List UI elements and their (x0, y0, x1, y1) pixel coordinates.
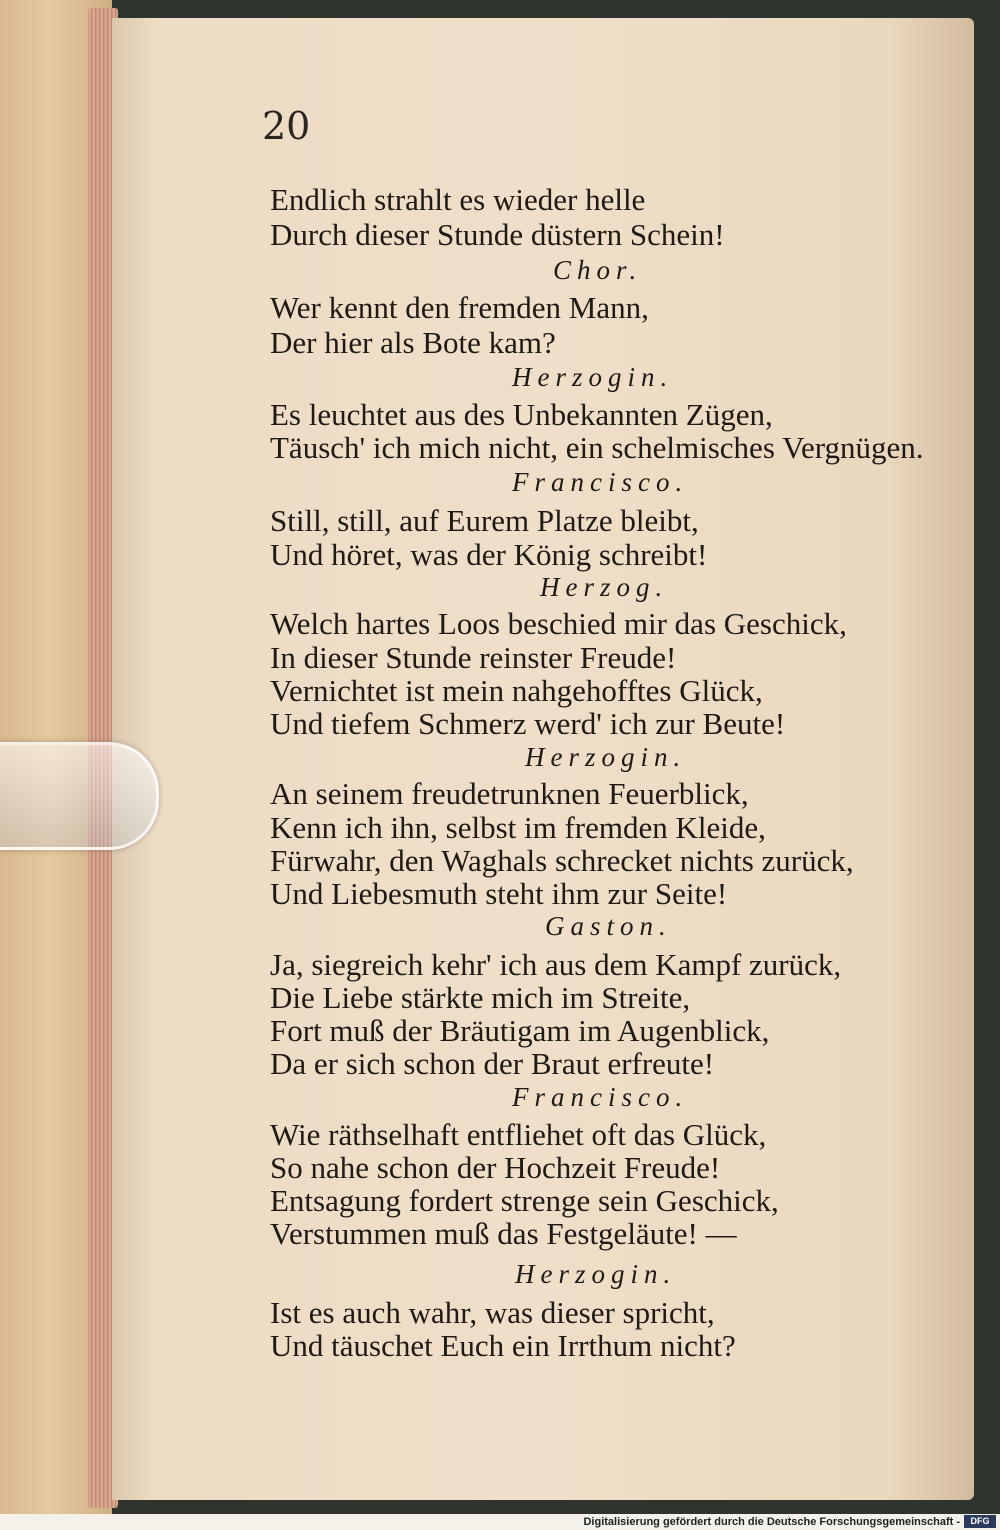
verse-line: Täusch' ich mich nicht, ein schelmisches Vergnügen. (270, 430, 924, 465)
verse-line: Und höret, was der König schreibt! (270, 537, 708, 572)
verse-line: Ja, siegreich kehr' ich aus dem Kampf zurück, (270, 947, 842, 982)
page-holder-clip (0, 742, 159, 850)
verse-line: Der hier als Bote kam? (270, 325, 556, 360)
verse-line: Vernichtet ist mein nahgehofftes Glück, (270, 673, 763, 708)
verse-line: Fürwahr, den Waghals schrecket nichts zurück, (270, 843, 854, 878)
verse-line: Entsagung fordert strenge sein Geschick, (270, 1183, 779, 1218)
verse-line: Endlich strahlt es wieder helle (270, 182, 646, 217)
speaker-label: Francisco. (512, 1082, 689, 1112)
verse-line: Welch hartes Loos beschied mir das Geschick, (270, 606, 847, 641)
verse-line: In dieser Stunde reinster Freude! (270, 640, 677, 675)
verse-line: Die Liebe stärkte mich im Streite, (270, 980, 691, 1015)
verse-line: Und tiefem Schmerz werd' ich zur Beute! (270, 706, 786, 741)
verse-line: Verstummen muß das Festgeläute! — (270, 1216, 737, 1251)
verse-line: Fort muß der Bräutigam im Augenblick, (270, 1013, 770, 1048)
verse-line: Und Liebesmuth steht ihm zur Seite! (270, 876, 728, 911)
verse-line: Ist es auch wahr, was dieser spricht, (270, 1295, 715, 1330)
verse-line: Wie räthselhaft entfliehet oft das Glück, (270, 1117, 767, 1152)
verse-line: Wer kennt den fremden Mann, (270, 290, 649, 325)
verse-line: Und täuschet Euch ein Irrthum nicht? (270, 1328, 736, 1363)
speaker-label: Herzogin. (525, 742, 687, 772)
verse-line: Durch dieser Stunde düstern Schein! (270, 217, 725, 252)
page-number: 20 (262, 104, 311, 148)
speaker-label: Herzogin. (512, 362, 674, 392)
verse-line: So nahe schon der Hochzeit Freude! (270, 1150, 721, 1185)
dfg-logo: DFG (964, 1515, 996, 1528)
verse-line: Da er sich schon der Braut erfreute! (270, 1046, 715, 1081)
speaker-label: Gaston. (545, 911, 672, 941)
speaker-label: Herzogin. (515, 1259, 677, 1289)
verse-line: An seinem freudetrunknen Feuerblick, (270, 776, 749, 811)
speaker-label: Francisco. (512, 467, 689, 497)
speaker-label: Herzog. (540, 572, 669, 602)
speaker-label: Chor. (553, 255, 643, 285)
verse-line: Kenn ich ihn, selbst im fremden Kleide, (270, 810, 766, 845)
verse-line: Es leuchtet aus des Unbekannten Zügen, (270, 397, 773, 432)
verse-line: Still, still, auf Eurem Platze bleibt, (270, 503, 699, 538)
footer-bar (0, 1514, 1000, 1530)
digitization-credit: Digitalisierung gefördert durch die Deutsche Forschungsgemeinschaft - (583, 1516, 960, 1528)
